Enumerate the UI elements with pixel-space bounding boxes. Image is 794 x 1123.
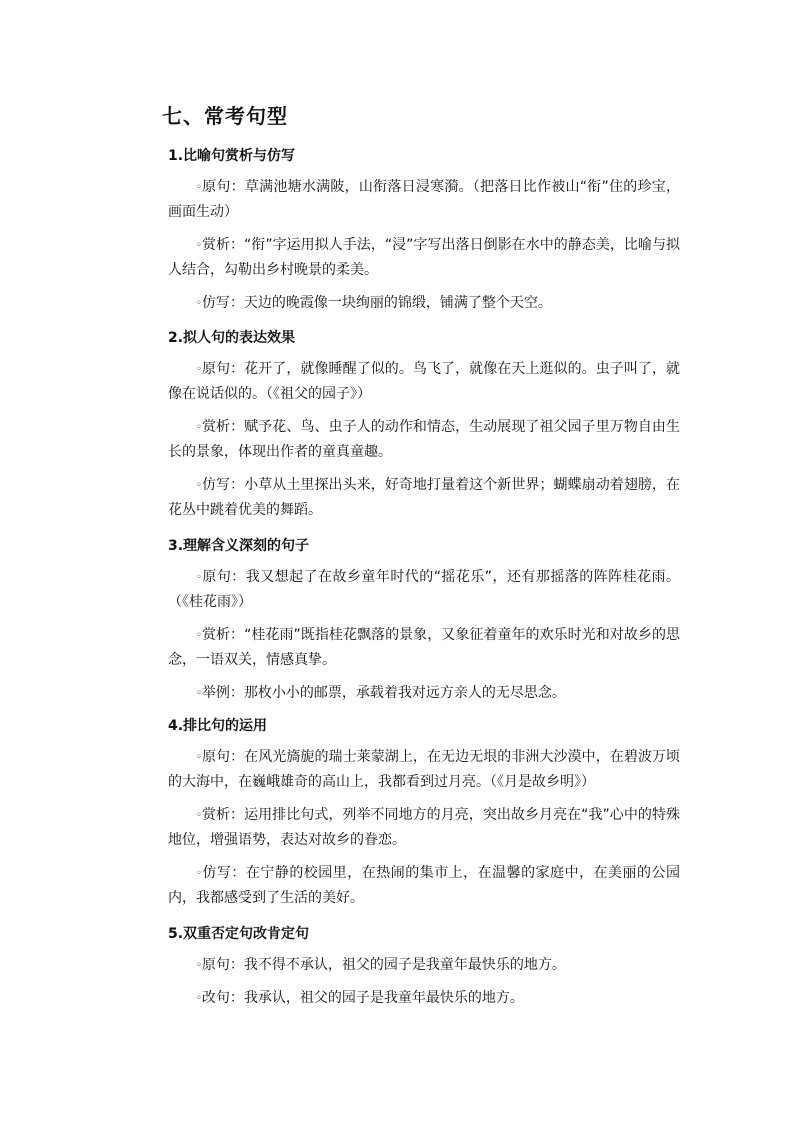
section-parallelism bbox=[168, 716, 680, 911]
list-item bbox=[168, 233, 680, 283]
section-simile bbox=[168, 146, 680, 316]
list-item bbox=[168, 623, 680, 673]
bullet-icon: ◦ bbox=[196, 868, 203, 879]
list-item bbox=[168, 681, 680, 706]
list-item bbox=[168, 291, 680, 316]
section-heading: 1.比喻句赏析与仿写 bbox=[168, 148, 296, 164]
bullet-icon: ◦ bbox=[196, 572, 203, 583]
list-item bbox=[168, 473, 680, 523]
section-heading: 3.理解含义深刻的句子 bbox=[168, 538, 310, 554]
list-item bbox=[168, 415, 680, 465]
section-double-negative bbox=[168, 924, 680, 1011]
bullet-icon: ◦ bbox=[196, 422, 202, 433]
item-text: 原句：我又想起了在故乡童年时代的“摇花乐”，还有那摇落的阵阵桂花雨。（《桂花雨》） bbox=[168, 569, 680, 610]
item-text: 仿写：小草从土里探出头来，好奇地打量着这个新世界；蝴蝶扇动着翅膀，在花丛中跳着优美的舞蹈。 bbox=[168, 477, 680, 518]
list-item bbox=[168, 175, 680, 225]
item-text: 仿写：在宁静的校园里，在热闹的集市上，在温馨的家庭中，在美丽的公园内，我都感受到了生活的美好。 bbox=[168, 865, 680, 906]
section-heading: 5.双重否定句改肯定句 bbox=[168, 926, 310, 942]
list-item bbox=[168, 803, 680, 853]
list-item bbox=[168, 986, 680, 1011]
bullet-icon: ◦ bbox=[196, 182, 203, 193]
item-text: 举例：那枚小小的邮票，承载着我对远方亲人的无尽思念。 bbox=[201, 685, 566, 701]
bullet-icon: ◦ bbox=[196, 752, 202, 763]
bullet-icon: ◦ bbox=[196, 240, 202, 251]
item-text: 原句：我不得不承认，祖父的园子是我童年最快乐的地方。 bbox=[201, 957, 566, 973]
bullet-icon: ◦ bbox=[196, 480, 202, 491]
section-heading: 4.排比句的运用 bbox=[168, 718, 268, 734]
bullet-icon: ◦ bbox=[196, 810, 202, 821]
item-text: 仿写：天边的晚霞像一块绚丽的锦缎，铺满了整个天空。 bbox=[201, 295, 552, 311]
item-text: 赏析：运用排比句式，列举不同地方的月亮，突出故乡月亮在“我”心中的特殊地位，增强语势，表达对故乡的眷恋。 bbox=[168, 807, 680, 848]
list-item bbox=[168, 745, 680, 795]
item-text: 原句：在风光旖旎的瑞士莱蒙湖上，在无边无垠的非洲大沙漠中，在碧波万顷的大海中，在巍峨雄奇的高山上，我都看到过月亮。（《月是故乡明》） bbox=[168, 749, 680, 790]
bullet-icon: ◦ bbox=[196, 298, 202, 309]
bullet-icon: ◦ bbox=[196, 364, 202, 375]
bullet-icon: ◦ bbox=[196, 993, 202, 1004]
item-text: 赏析：“桂花雨”既指桂花飘落的景象，又象征着童年的欢乐时光和对故乡的思念，一语双关，情感真挚。 bbox=[168, 627, 680, 668]
item-text: 赏析：“衔”字运用拟人手法，“浸”字写出落日倒影在水中的静态美，比喻与拟人结合，勾勒出乡村晚景的柔美。 bbox=[168, 237, 680, 278]
list-item bbox=[168, 861, 680, 911]
section-heading: 2.拟人句的表达效果 bbox=[168, 330, 296, 346]
page-title: 七、常考句型 bbox=[162, 104, 288, 128]
bullet-icon: ◦ bbox=[196, 688, 202, 699]
item-text: 改句：我承认，祖父的园子是我童年最快乐的地方。 bbox=[201, 990, 524, 1006]
item-text: 赏析：赋予花、鸟、虫子人的动作和情态，生动展现了祖父园子里万物自由生长的景象，体现出作者的童真童趣。 bbox=[168, 419, 680, 460]
bullet-icon: ◦ bbox=[196, 960, 202, 971]
section-deep-meaning bbox=[168, 536, 680, 706]
list-item bbox=[168, 357, 680, 407]
item-text: 原句：草满池塘水满陂，山衔落日浸寒漪。（把落日比作被山“衔”住的珍宝，画面生动） bbox=[168, 179, 680, 220]
item-text: 原句：花开了，就像睡醒了似的。鸟飞了，就像在天上逛似的。虫子叫了，就像在说话似的。（《祖父的园子》） bbox=[168, 361, 680, 402]
section-personification bbox=[168, 328, 680, 523]
list-item bbox=[168, 953, 680, 978]
bullet-icon: ◦ bbox=[196, 630, 202, 641]
list-item bbox=[168, 565, 680, 615]
